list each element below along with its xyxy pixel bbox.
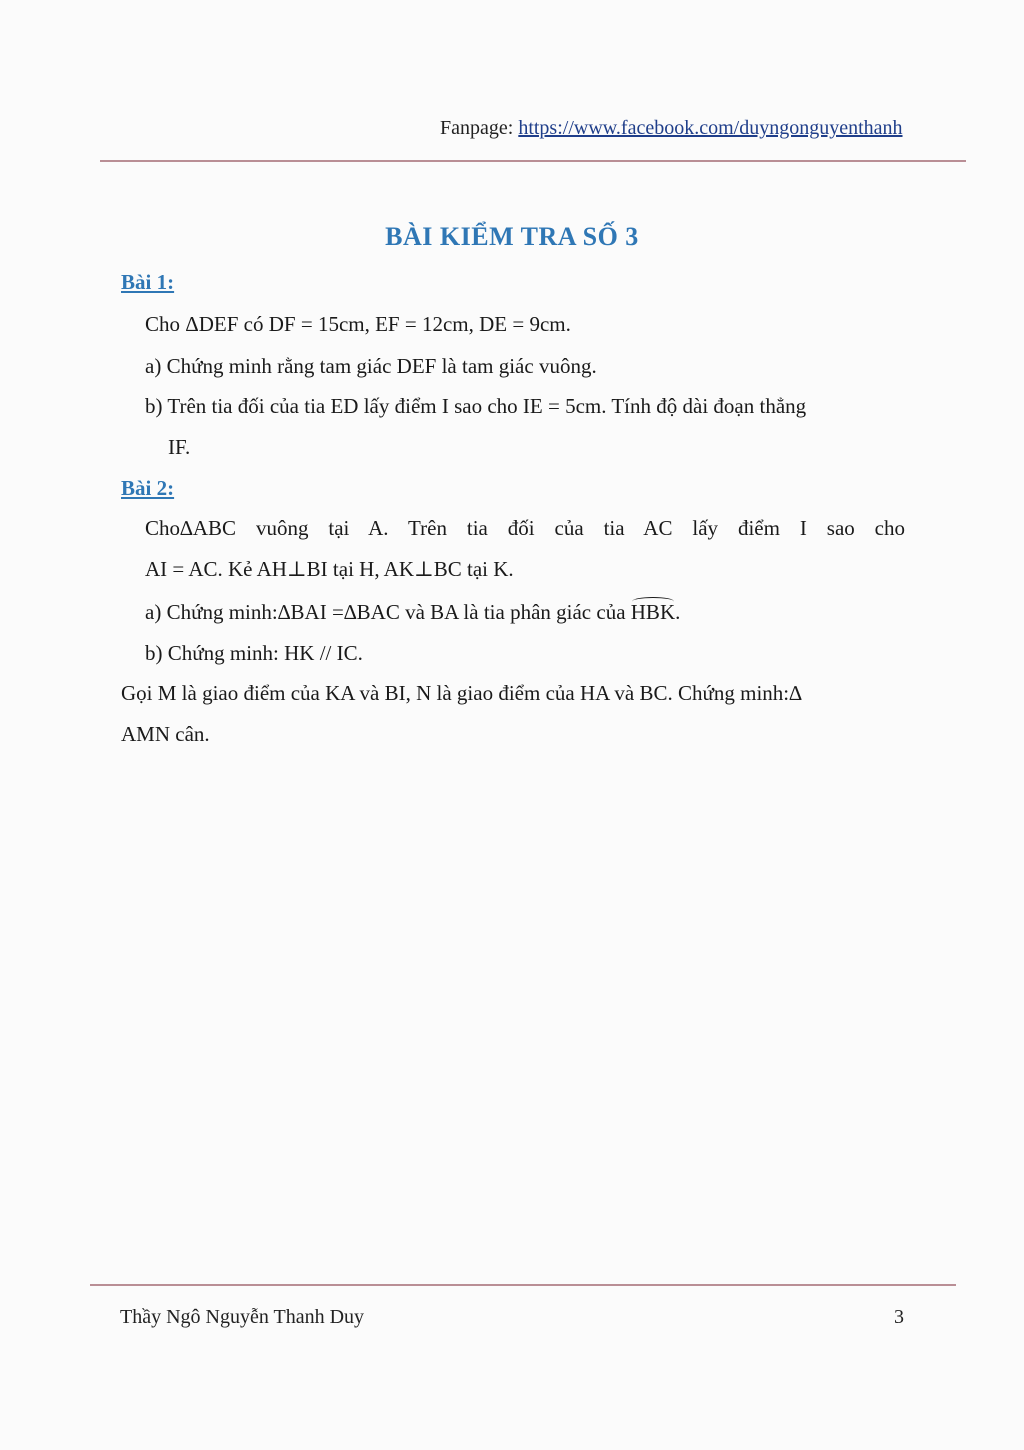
exercise-2-intro-line2: AI = AC. Kẻ AH⊥BI tại H, AK⊥BC tại K. [145,557,514,581]
exercise-2-part-c-line2: AMN cân. [121,722,210,746]
footer-divider [90,1284,956,1286]
page-header [440,117,903,140]
exercise-2-part-a-text: a) Chứng minh:∆BAI =∆BAC và BA là tia phân giác của [145,600,626,624]
fanpage-label: Fanpage: [440,117,514,139]
exercise-1-intro: Cho ΔDEF có DF = 15cm, EF = 12cm, DE = 9cm. [145,312,571,336]
exercise-2-heading: Bài 2: [121,476,175,500]
angle-hbk: HBK [630,600,676,624]
exercise-2-intro-line1: Cho∆ABC vuông tại A. Trên tia đối của tia AC lấy điểm I sao cho [145,516,905,540]
exercise-1-heading: Bài 1: [121,270,175,294]
footer-author: Thầy Ngô Nguyễn Thanh Duy [120,1306,365,1328]
page-number: 3 [894,1306,904,1328]
exercise-2-part-b: b) Chứng minh: HK // IC. [145,641,363,665]
fanpage-link[interactable]: https://www.facebook.com/duyngonguyenthanh [518,117,903,139]
exercise-2-part-a [145,600,680,625]
exercise-2-part-c-line1: Gọi M là giao điểm của KA và BI, N là giao điểm của HA và BC. Chứng minh:∆ [121,681,802,705]
exercise-1-part-b-line2: IF. [168,435,191,459]
header-divider [100,160,966,162]
page-title: BÀI KIỂM TRA SỐ 3 [385,222,639,251]
exercise-2-part-a-end: . [675,600,681,624]
exercise-1-part-a: a) Chứng minh rằng tam giác DEF là tam giác vuông. [145,354,597,378]
exercise-1-part-b-line1: b) Trên tia đối của tia ED lấy điểm I sao cho IE = 5cm. Tính độ dài đoạn thẳng [145,394,807,418]
